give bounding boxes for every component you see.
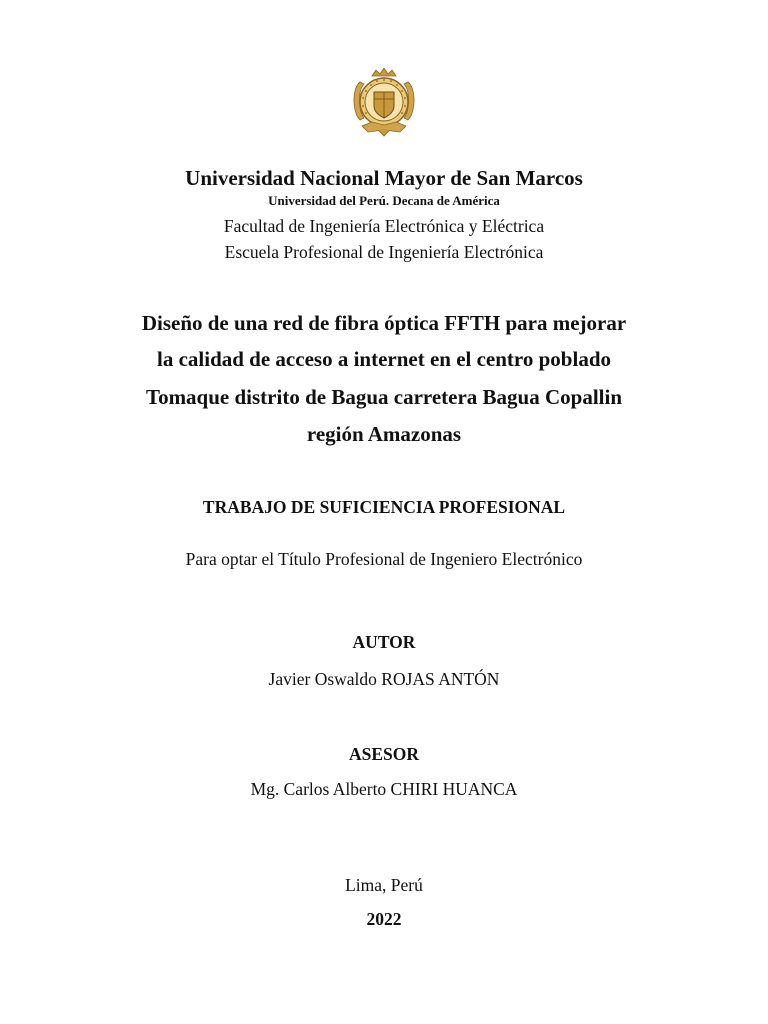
faculty-name: Facultad de Ingeniería Electrónica y Eléctrica bbox=[223, 216, 545, 236]
university-subtitle: Universidad del Perú. Decana de América bbox=[268, 193, 500, 208]
university-name: Universidad Nacional Mayor de San Marcos bbox=[185, 166, 583, 190]
advisor-name: Mg. Carlos Alberto CHIRI HUANCA bbox=[250, 779, 518, 799]
place: Lima, Perú bbox=[345, 875, 423, 895]
thesis-title-line: la calidad de acceso a internet en el centro poblado bbox=[157, 347, 611, 371]
author-heading: AUTOR bbox=[352, 632, 416, 652]
work-type: TRABAJO DE SUFICIENCIA PROFESIONAL bbox=[202, 497, 566, 517]
thesis-title-line: región Amazonas bbox=[306, 422, 462, 446]
thesis-title-line: Diseño de una red de fibra óptica FFTH para mejorar bbox=[141, 311, 627, 335]
author-name: Javier Oswaldo ROJAS ANTÓN bbox=[268, 669, 500, 689]
university-seal-icon bbox=[350, 68, 418, 138]
degree-purpose: Para optar el Título Profesional de Ingeniero Electrónico bbox=[185, 549, 583, 569]
school-name: Escuela Profesional de Ingeniería Electrónica bbox=[224, 242, 544, 262]
thesis-title-line: Tomaque distrito de Bagua carretera Bagua Copallin bbox=[145, 385, 623, 409]
advisor-heading: ASESOR bbox=[348, 744, 420, 764]
year: 2022 bbox=[366, 909, 402, 929]
